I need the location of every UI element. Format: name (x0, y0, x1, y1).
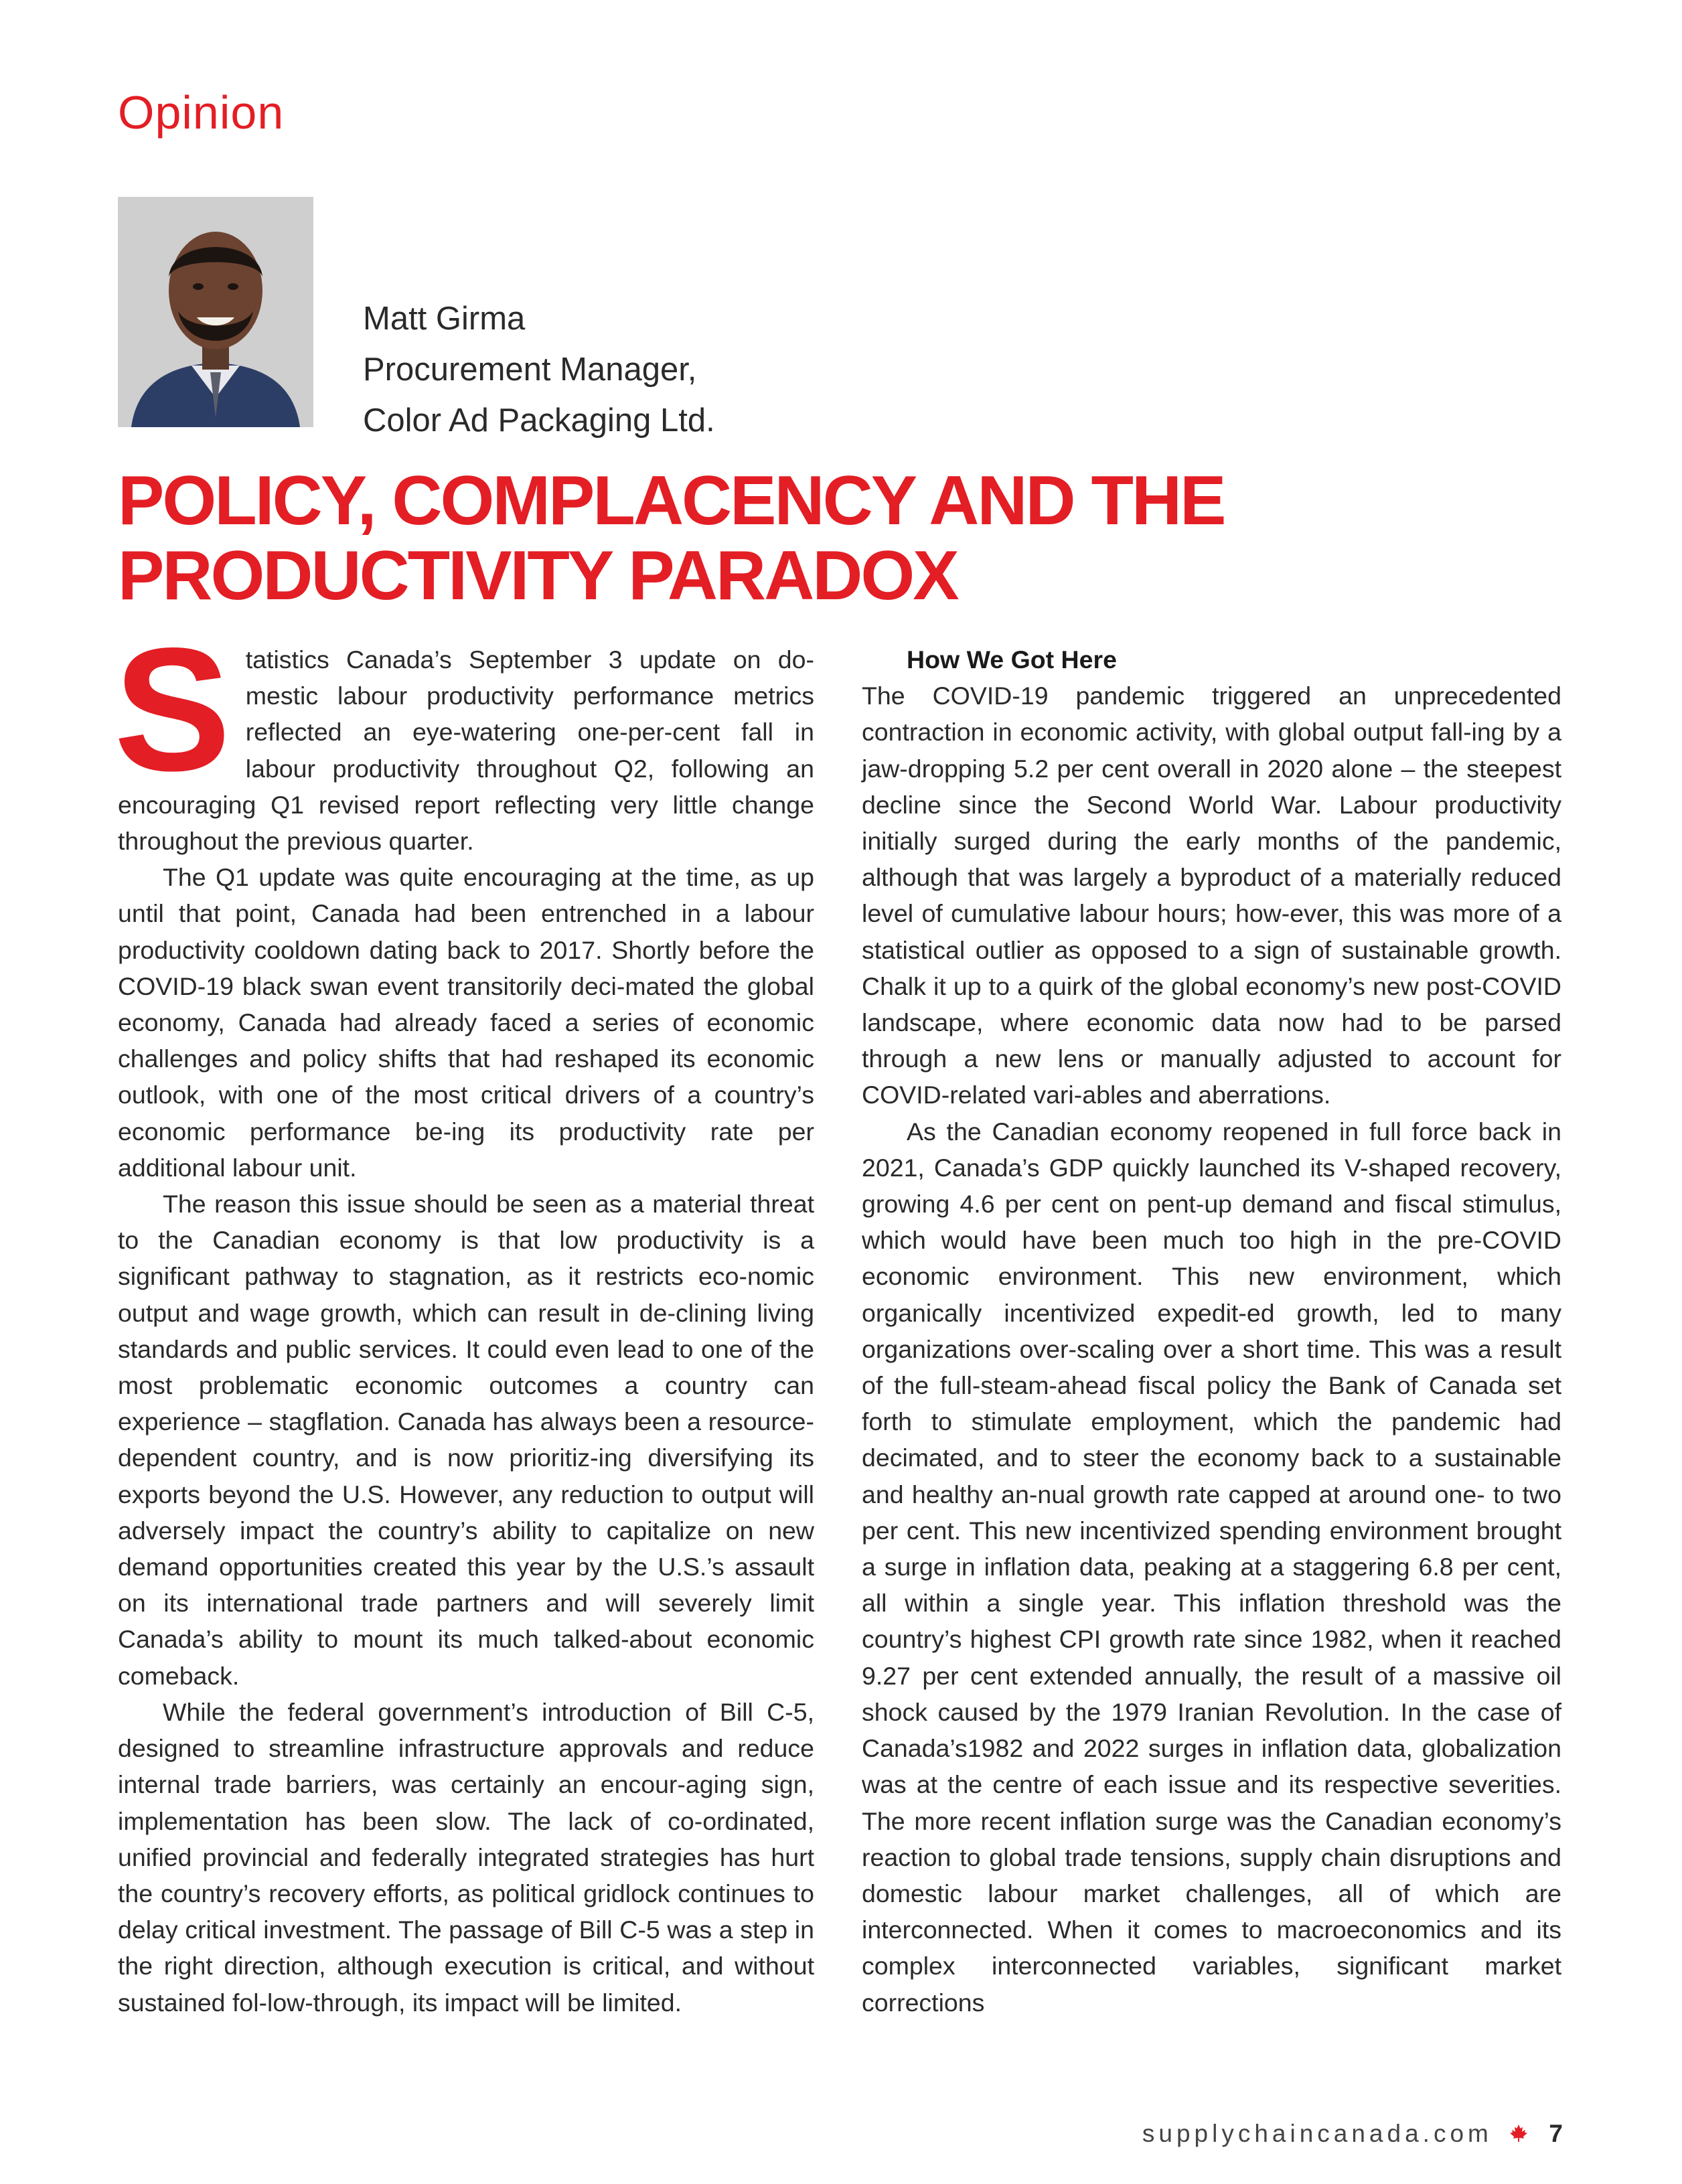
author-byline (363, 293, 715, 446)
author-name: Matt Girma (363, 301, 526, 337)
paragraph: The COVID-19 pandemic triggered an unprecedented contraction in economic activity, with global output fall-ing by a jaw-dropping 5.2 per cent overall in 2020 alone – the steepest decline since the Second World War. Labour productivity initially surged during the early months of the pandemic, although that was largely a byproduct of a materially reduced level of cumulative labour hours; how-ever, this was more of a statistical outlier as opposed to a sign of sustainable growth. Chalk it up to a quirk of the global economy’s new post-COVID landscape, where economic data now had to be parsed through a new lens or manually adjusted to account for COVID-related vari-ables and aberrations. (862, 682, 1561, 1109)
author-photo (118, 197, 313, 427)
section-subhead: How We Got Here (907, 645, 1117, 674)
paragraph: tatistics Canada’s September 3 update on do-mestic labour productivity performance metrics reflected an eye-watering one-per-cent fall in labour productivity throughout Q2, following an encouraging Q1 revised report reflecting very little change throughout the previous quarter. (118, 645, 814, 856)
section-label: Opinion (118, 86, 285, 139)
page-number: 7 (1549, 2120, 1563, 2147)
paragraph: As the Canadian economy reopened in full force back in 2021, Canada’s GDP quickly launched its V-shaped recovery, growing 4.6 per cent on pent-up demand and fiscal stimulus, which would have been much too high in the pre-COVID economic environment. This new environment, which organically incentivized expedit-ed growth, led to many organizations over-scaling over a short time. This was a result of the full-steam-ahead fiscal policy the Bank of Canada set forth to stimulate employment, which the pandemic had decimated, and to steer the economy back to a sustainable and healthy an-nual growth rate capped at around one- to two per cent. This new incentivized spending environment brought a surge in inflation data, peaking at a staggering 6.8 per cent, all within a single year. This inflation threshold was the country’s highest CPI growth rate since 1982, when it reached 9.27 per cent extended annually, the result of a massive oil shock caused by the 1979 Iranian Revolution. In the case of Canada’s1982 and 2022 surges in inflation data, globalization was at the centre of each issue and its respective severities. The more recent inflation surge was the Canadian economy’s reaction to global trade tensions, supply chain disruptions and domestic labour market challenges, all of which are interconnected. When it comes to macroeconomics and its complex interconnected variables, significant market corrections (862, 1117, 1561, 2017)
article-headline (118, 463, 1591, 613)
paragraph: While the federal government’s introduction of Bill C-5, designed to streamline infrastructure approvals and reduce internal trade barriers, was certainly an encour-aging sign, implementation has been slow. The lack of co-ordinated, unified provincial and federally integrated strategies has hurt the country’s recovery efforts, as political gridlock continues to delay critical investment. The passage of Bill C-5 was a step in the right direction, although execution is critical, and without sustained fol-low-through, its impact will be limited. (118, 1697, 814, 2017)
footer-website: supplychaincanada.com (1142, 2120, 1493, 2147)
headline-line-2: PRODUCTIVITY PARADOX (118, 537, 958, 615)
article-column-right (862, 641, 1561, 2021)
author-title: Procurement Manager, (363, 352, 697, 388)
paragraph: The reason this issue should be seen as a material threat to the Canadian economy is that low productivity is a significant pathway to stagnation, as it restricts eco-nomic output and wage growth, which can result in de-clining living standards and public services. It could even lead to one of the most problematic economic outcomes a country can experience – stagflation. Canada has always been a resource-dependent country, and is now prioritiz-ing diversifying its exports beyond the U.S. However, any reduction to output will adversely impact the country’s ability to capitalize on new demand opportunities created this year by the U.S.’s assault on its international trade partners and will severely limit Canada’s ability to mount its much talked-about economic comeback. (118, 1190, 814, 1690)
headline-line-1: POLICY, COMPLACENCY AND THE (118, 462, 1225, 540)
article-column-left (114, 611, 814, 2021)
paragraph: The Q1 update was quite encouraging at the time, as up until that point, Canada had been entrenched in a labour productivity cooldown dating back to 2017. Shortly before the COVID-19 black swan event transitorily deci-mated the global economy, Canada had already faced a series of economic challenges and policy shifts that had reshaped its economic outlook, with one of the most critical drivers of a country’s economic performance be-ing its productivity rate per additional labour unit. (118, 863, 814, 1182)
page-footer (1142, 2120, 1563, 2149)
author-portrait-icon (118, 197, 313, 427)
maple-leaf-icon (1509, 2121, 1529, 2149)
drop-cap: S (114, 611, 231, 807)
author-company: Color Ad Packaging Ltd. (363, 402, 715, 439)
